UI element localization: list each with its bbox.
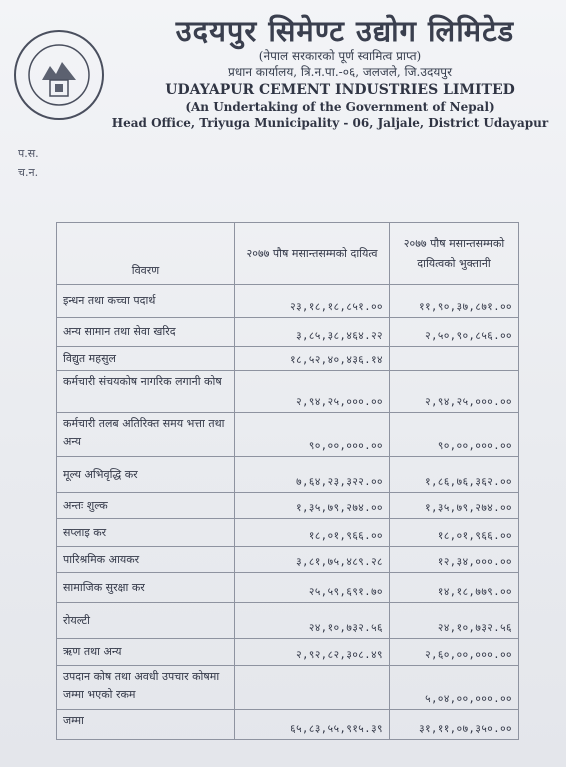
row-liability: ३,८१,७५,४८९.२८	[235, 547, 390, 573]
row-paid: २४,१०,७३२.५६	[390, 603, 519, 639]
row-label: सामाजिक सुरक्षा कर	[57, 573, 235, 603]
row-liability: १८,५२,४०,४३६.१४	[235, 347, 390, 371]
company-subtitle-nepali: (नेपाल सरकारको पूर्ण स्वामित्व प्राप्त)	[258, 49, 422, 63]
row-liability: २,९२,८२,३०८.४९	[235, 639, 390, 666]
row-liability	[235, 666, 390, 710]
row-paid: १२,३४,०००.००	[390, 547, 519, 573]
row-paid: २,५०,९०,८५६.००	[390, 318, 519, 347]
table-row	[57, 347, 519, 371]
row-label: विद्युत महसुल	[57, 347, 235, 371]
company-name-nepali: उदयपुर सिमेण्ट उद्योग लिमिटेड	[175, 14, 515, 48]
dispatch-number-label: च.न.	[18, 166, 39, 179]
total-liability: ६५,८३,५५,९१५.३९	[235, 710, 390, 740]
table-row	[57, 519, 519, 547]
total-row	[57, 710, 519, 740]
header-liability: २०७७ पौष मसान्तसम्मको दायित्व	[235, 223, 390, 285]
table-row	[57, 413, 519, 457]
row-label: उपदान कोष तथा अवधी उपचार कोषमा जम्मा भएको रकम	[57, 666, 235, 710]
liability-table	[56, 222, 519, 740]
company-seal-icon	[12, 28, 106, 122]
row-liability: ९०,००,०००.००	[235, 413, 390, 457]
row-paid: १४,१८,७७९.००	[390, 573, 519, 603]
row-liability: २५,५९,६९१.७०	[235, 573, 390, 603]
row-label: कर्मचारी संचयकोष नागरिक लगानी कोष	[57, 371, 235, 413]
row-label: इन्धन तथा कच्चा पदार्थ	[57, 285, 235, 318]
row-label: अन्तः शुल्क	[57, 493, 235, 519]
row-paid: १,३५,७९,२७४.००	[390, 493, 519, 519]
row-label: रोयल्टी	[57, 603, 235, 639]
header-description: विवरण	[57, 223, 235, 285]
table-row	[57, 666, 519, 710]
row-label: मूल्य अभिवृद्धि कर	[57, 457, 235, 493]
table-row	[57, 603, 519, 639]
row-liability: १८,०१,९६६.००	[235, 519, 390, 547]
table-row	[57, 285, 519, 318]
row-label: कर्मचारी तलब अतिरिक्त समय भत्ता तथा अन्य	[57, 413, 235, 457]
row-label: ऋण तथा अन्य	[57, 639, 235, 666]
company-address-english: Head Office, Triyuga Municipality - 06, Jaljale, District Udayapur	[111, 116, 549, 130]
row-paid	[390, 347, 519, 371]
row-label: पारिश्रमिक आयकर	[57, 547, 235, 573]
company-name-english: UDAYAPUR CEMENT INDUSTRIES LIMITED	[165, 82, 515, 98]
row-liability: ७,६४,२३,३२२.००	[235, 457, 390, 493]
row-paid: १८,०१,९६६.००	[390, 519, 519, 547]
table-row	[57, 639, 519, 666]
total-label: जम्मा	[57, 710, 235, 740]
row-paid: १,८६,७६,३६२.००	[390, 457, 519, 493]
table-row	[57, 573, 519, 603]
company-subtitle-english: (An Undertaking of the Government of Nepal)	[185, 100, 495, 114]
table-row	[57, 547, 519, 573]
header-paid: २०७७ पौष मसान्तसम्मको दायित्वको भुक्तानी	[390, 223, 519, 285]
row-liability: २३,१८,१८,८५१.००	[235, 285, 390, 318]
row-paid: २,६०,००,०००.००	[390, 639, 519, 666]
letterhead-header	[111, 14, 560, 131]
total-paid: ३१,११,०७,३५०.००	[390, 710, 519, 740]
row-paid: ९०,००,०००.००	[390, 413, 519, 457]
row-label: अन्य सामान तथा सेवा खरिद	[57, 318, 235, 347]
row-paid: ११,९०,३७,८७१.००	[390, 285, 519, 318]
table-row	[57, 493, 519, 519]
company-address-nepali: प्रधान कार्यालय, त्रि.न.पा.-०६, जलजले, जि.उदयपुर	[228, 65, 452, 79]
row-liability: ३,८५,३८,४६४.२२	[235, 318, 390, 347]
table-row	[57, 371, 519, 413]
table-row	[57, 318, 519, 347]
row-label: सप्लाइ कर	[57, 519, 235, 547]
row-liability: २४,१०,७३२.५६	[235, 603, 390, 639]
row-liability: १,३५,७९,२७४.००	[235, 493, 390, 519]
row-liability: २,९४,२५,०००.००	[235, 371, 390, 413]
table-row	[57, 457, 519, 493]
row-paid: २,९४,२५,०००.००	[390, 371, 519, 413]
reference-number-label: प.स.	[18, 147, 39, 160]
row-paid: ५,०४,००,०००.००	[390, 666, 519, 710]
